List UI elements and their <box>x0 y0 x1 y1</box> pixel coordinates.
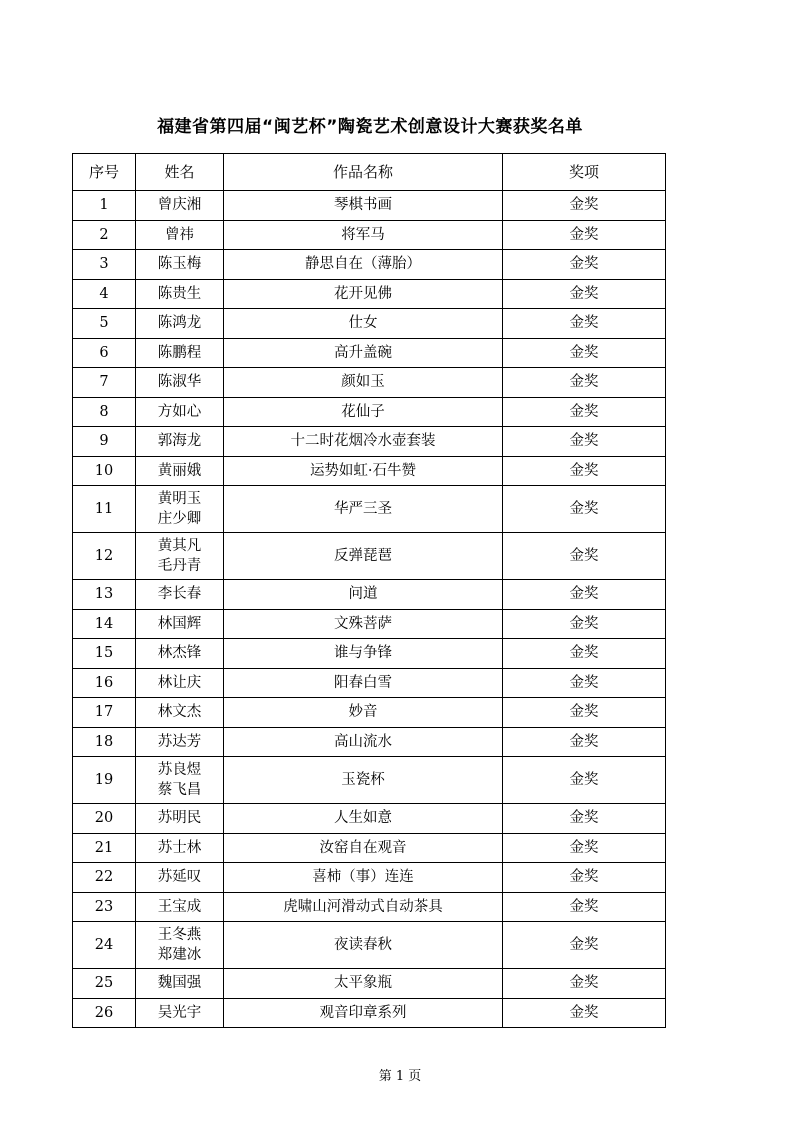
cell-name <box>136 833 224 863</box>
artist-name: 王冬燕 <box>157 927 202 943</box>
cell-serial-number: 23 <box>73 892 136 922</box>
artist-name: 王宝成 <box>157 898 202 915</box>
cell-award: 金奖 <box>503 456 666 486</box>
artist-name: 苏达芳 <box>157 733 202 750</box>
cell-work-title: 静思自在（薄胎） <box>224 250 503 280</box>
page-number: 第 1 页 <box>378 1069 422 1084</box>
cell-name <box>136 338 224 368</box>
table-row <box>73 892 666 922</box>
cell-award: 金奖 <box>503 863 666 893</box>
table-row <box>73 639 666 669</box>
cell-serial-number: 24 <box>73 922 136 969</box>
cell-serial-number: 8 <box>73 397 136 427</box>
artist-name: 林文杰 <box>157 704 202 721</box>
cell-name <box>136 191 224 221</box>
cell-award: 金奖 <box>503 698 666 728</box>
cell-serial-number: 25 <box>73 969 136 999</box>
cell-serial-number: 10 <box>73 456 136 486</box>
cell-award: 金奖 <box>503 833 666 863</box>
cell-serial-number: 4 <box>73 279 136 309</box>
table-row <box>73 427 666 457</box>
cell-name <box>136 279 224 309</box>
cell-name <box>136 668 224 698</box>
cell-name <box>136 863 224 893</box>
cell-name <box>136 220 224 250</box>
artist-name: 郑建冰 <box>157 947 202 963</box>
cell-serial-number: 26 <box>73 998 136 1028</box>
cell-name <box>136 580 224 610</box>
cell-award: 金奖 <box>503 609 666 639</box>
cell-work-title: 高山流水 <box>224 727 503 757</box>
cell-serial-number: 17 <box>73 698 136 728</box>
cell-serial-number: 15 <box>73 639 136 669</box>
cell-serial-number: 6 <box>73 338 136 368</box>
cell-name <box>136 639 224 669</box>
table-row <box>73 757 666 804</box>
cell-award: 金奖 <box>503 220 666 250</box>
table-row <box>73 338 666 368</box>
header-work-title: 作品名称 <box>224 154 503 191</box>
cell-work-title: 仕女 <box>224 309 503 339</box>
artist-name: 苏士林 <box>157 839 202 856</box>
cell-work-title: 高升盖碗 <box>224 338 503 368</box>
cell-serial-number: 21 <box>73 833 136 863</box>
cell-serial-number: 18 <box>73 727 136 757</box>
cell-work-title: 夜读春秋 <box>224 922 503 969</box>
cell-work-title: 花开见佛 <box>224 279 503 309</box>
table-row <box>73 833 666 863</box>
cell-award: 金奖 <box>503 757 666 804</box>
artist-name: 林杰锋 <box>157 645 202 662</box>
cell-work-title: 玉瓷杯 <box>224 757 503 804</box>
cell-award: 金奖 <box>503 804 666 834</box>
cell-work-title: 将军马 <box>224 220 503 250</box>
awards-table <box>72 153 666 1028</box>
table-row <box>73 397 666 427</box>
cell-work-title: 华严三圣 <box>224 486 503 533</box>
artist-name: 曾庆湘 <box>157 197 202 214</box>
cell-serial-number: 20 <box>73 804 136 834</box>
artist-name: 林国辉 <box>157 615 202 632</box>
cell-name <box>136 892 224 922</box>
artist-name: 苏良煜 <box>157 762 202 778</box>
cell-work-title: 太平象瓶 <box>224 969 503 999</box>
cell-award: 金奖 <box>503 191 666 221</box>
table-row <box>73 609 666 639</box>
cell-award: 金奖 <box>503 486 666 533</box>
cell-work-title: 问道 <box>224 580 503 610</box>
cell-serial-number: 22 <box>73 863 136 893</box>
artist-name: 陈贵生 <box>157 285 202 302</box>
cell-serial-number: 9 <box>73 427 136 457</box>
artist-name: 毛丹青 <box>157 558 202 574</box>
table-body <box>73 191 666 1028</box>
cell-award: 金奖 <box>503 922 666 969</box>
cell-award: 金奖 <box>503 639 666 669</box>
cell-name <box>136 804 224 834</box>
cell-award: 金奖 <box>503 668 666 698</box>
artist-name: 庄少卿 <box>157 511 202 527</box>
cell-name <box>136 609 224 639</box>
artist-name: 陈鹏程 <box>157 344 202 361</box>
cell-award: 金奖 <box>503 580 666 610</box>
header-award: 奖项 <box>503 154 666 191</box>
table-row <box>73 580 666 610</box>
cell-serial-number: 19 <box>73 757 136 804</box>
cell-award: 金奖 <box>503 338 666 368</box>
table-row <box>73 863 666 893</box>
cell-work-title: 阳春白雪 <box>224 668 503 698</box>
table-row <box>73 998 666 1028</box>
table-row <box>73 368 666 398</box>
cell-work-title: 虎啸山河滑动式自动茶具 <box>224 892 503 922</box>
artist-name: 林让庆 <box>157 674 202 691</box>
table-header-row <box>73 154 666 191</box>
cell-award: 金奖 <box>503 427 666 457</box>
artist-name: 曾祎 <box>165 226 194 243</box>
cell-work-title: 人生如意 <box>224 804 503 834</box>
artist-name: 李长春 <box>157 586 202 603</box>
cell-award: 金奖 <box>503 727 666 757</box>
cell-work-title: 反弹琵琶 <box>224 533 503 580</box>
cell-award: 金奖 <box>503 533 666 580</box>
cell-name <box>136 368 224 398</box>
cell-name <box>136 397 224 427</box>
cell-serial-number: 7 <box>73 368 136 398</box>
artist-name: 吴光宇 <box>157 1004 202 1021</box>
artist-name: 陈鸿龙 <box>157 315 202 332</box>
cell-name <box>136 250 224 280</box>
table-row <box>73 220 666 250</box>
artist-name: 陈玉梅 <box>157 256 202 273</box>
artist-name: 苏延叹 <box>157 869 202 886</box>
artist-name: 蔡飞昌 <box>157 782 202 798</box>
artist-name: 方如心 <box>157 403 202 420</box>
cell-work-title: 琴棋书画 <box>224 191 503 221</box>
table-row <box>73 456 666 486</box>
cell-name <box>136 998 224 1028</box>
table-row <box>73 250 666 280</box>
cell-name <box>136 727 224 757</box>
artist-name: 魏国强 <box>157 975 202 992</box>
cell-award: 金奖 <box>503 368 666 398</box>
cell-name <box>136 922 224 969</box>
table-row <box>73 727 666 757</box>
cell-name <box>136 427 224 457</box>
cell-serial-number: 2 <box>73 220 136 250</box>
artist-name: 黄其凡 <box>157 538 202 554</box>
cell-serial-number: 5 <box>73 309 136 339</box>
table-row <box>73 668 666 698</box>
cell-work-title: 喜柿（事）连连 <box>224 863 503 893</box>
table-row <box>73 191 666 221</box>
cell-work-title: 观音印章系列 <box>224 998 503 1028</box>
cell-work-title: 文殊菩萨 <box>224 609 503 639</box>
cell-work-title: 汝窑自在观音 <box>224 833 503 863</box>
table-row <box>73 279 666 309</box>
cell-serial-number: 11 <box>73 486 136 533</box>
cell-award: 金奖 <box>503 309 666 339</box>
cell-serial-number: 16 <box>73 668 136 698</box>
artist-name: 黄丽娥 <box>157 462 202 479</box>
header-name: 姓名 <box>136 154 224 191</box>
table-row <box>73 533 666 580</box>
table-row <box>73 922 666 969</box>
table-row <box>73 309 666 339</box>
table-row <box>73 804 666 834</box>
cell-serial-number: 3 <box>73 250 136 280</box>
cell-award: 金奖 <box>503 969 666 999</box>
artist-name: 苏明民 <box>157 810 202 827</box>
cell-work-title: 运势如虹·石牛赞 <box>224 456 503 486</box>
cell-name <box>136 456 224 486</box>
header-serial-number: 序号 <box>73 154 136 191</box>
cell-serial-number: 14 <box>73 609 136 639</box>
cell-serial-number: 13 <box>73 580 136 610</box>
cell-work-title: 谁与争锋 <box>224 639 503 669</box>
table-row <box>73 969 666 999</box>
artist-name: 陈淑华 <box>157 374 202 391</box>
cell-name <box>136 698 224 728</box>
cell-name <box>136 486 224 533</box>
cell-name <box>136 969 224 999</box>
document-title: 福建省第四届“闽艺杯”陶瓷艺术创意设计大赛获奖名单 <box>157 117 583 137</box>
artist-name: 黄明玉 <box>157 491 202 507</box>
cell-name <box>136 757 224 804</box>
cell-serial-number: 1 <box>73 191 136 221</box>
cell-name <box>136 309 224 339</box>
cell-serial-number: 12 <box>73 533 136 580</box>
cell-award: 金奖 <box>503 397 666 427</box>
cell-work-title: 花仙子 <box>224 397 503 427</box>
cell-work-title: 十二时花烟冷水壶套装 <box>224 427 503 457</box>
table-row <box>73 486 666 533</box>
cell-award: 金奖 <box>503 892 666 922</box>
cell-name <box>136 533 224 580</box>
table-row <box>73 698 666 728</box>
artist-name: 郭海龙 <box>157 433 202 450</box>
cell-award: 金奖 <box>503 250 666 280</box>
cell-award: 金奖 <box>503 279 666 309</box>
cell-work-title: 妙音 <box>224 698 503 728</box>
cell-award: 金奖 <box>503 998 666 1028</box>
cell-work-title: 颜如玉 <box>224 368 503 398</box>
